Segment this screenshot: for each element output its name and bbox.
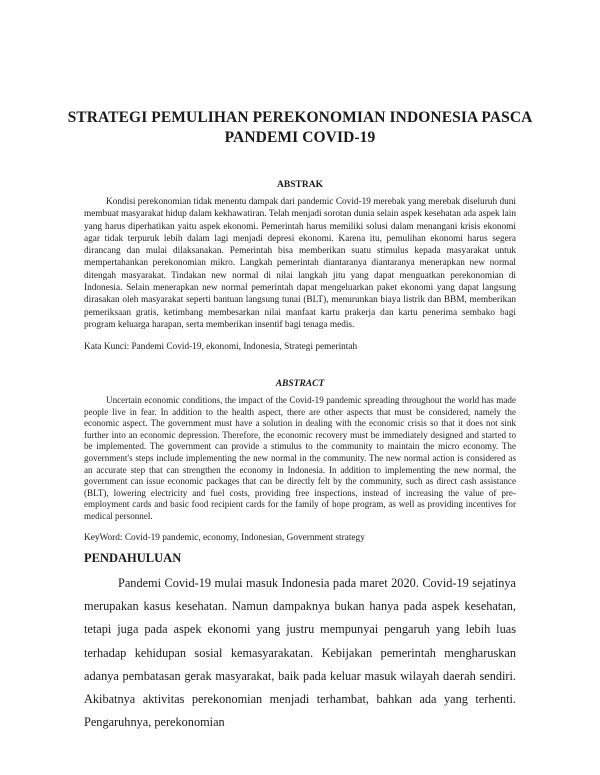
abstract-keywords: KeyWord: Covid-19 pandemic, economy, Indonesian, Government strategy — [84, 533, 365, 543]
abstrak-heading: ABSTRAK — [277, 180, 323, 190]
abstrak-text: Kondisi perekonomian tidak menentu dampak dari pandemic Covid-19 merebak yang merebak diseluruh duni membuat masyarakat hidup dalam kekhawatiran. Telah menjadi sorotan dunia selain aspek kesehatan ada aspek lain yang harus diperhatikan yaitu aspek ekonomi. Pemerintah harus memiliki solusi dalam menangani krisis ekonomi agar tidak terpuruk lebih dalam lagi menjadi depresi ekonomi. Karena itu, pemulihan ekonomi harus segera dirancang dan mulai dilaksanakan. Pemerintah bisa memberikan suatu stimulus kepada masyarakat untuk mempertahankan perekonomian mikro. Langkah pemerintah diantaranya diantaranya menerapkan new normal ditengah masyarakat. Tindakan new normal di nilai langkah jitu yang dapat menguatkan perekonomian di Indonesia. Selain menerapkan new normal pemerintah dapat mengeluarkan paket ekonomi yang dapat langsung dirasakan oleh masyarakat seperti bantuan langsung tunai (BLT), menurunkan biaya listrik dan BBM, memberikan pemeriksaan gratis, ketimbang membesarkan nilai manfaat kartu prakerja dan kartu penerima sembako bagi program keluarga harapan, serta memberikan insentif bagi tenaga medis. — [84, 197, 516, 330]
abstrak-keywords: Kata Kunci: Pandemi Covid-19, ekonomi, Indonesia, Strategi pemerintah — [84, 342, 358, 352]
pendahuluan-text: Pandemi Covid-19 mulai masuk Indonesia pada maret 2020. Covid-19 sejatinya merupakan kasus kesehatan. Namun dampaknya bukan hanya pada aspek kesehatan, tetapi juga pada aspek ekonomi yang justru mempunyai pengaruh yang lebih luas terhadap kehidupan sosial kemasyarakatan. Kebijakan pemerintah mengharuskan adanya pembatasan gerak masyarakat, baik pada keluar masuk wilayah daerah sendiri. Akibatnya aktivitas perekonomian menjadi terhambat, bahkan ada yang terhenti. Pengaruhnya, perekonomian — [84, 576, 516, 730]
abstract-text: Uncertain economic conditions, the impact of the Covid-19 pandemic spreading throughout the world has made people live in fear. In addition to the health aspect, there are other aspects that must be considered, namely the economic aspect. The government must have a solution in dealing with the economic crisis so that it does not sink further into an economic depression. Therefore, the economic recovery must be immediately designed and started to be implemented. The government can provide a stimulus to the community to maintain the micro economy. The government's steps include implementing the new normal in the community. The new normal action is considered as an accurate step that can strengthen the economy in Indonesia. In addition to implementing the new normal, the government can issue economic packages that can be directly felt by the community, such as direct cash assistance (BLT), lowering electricity and fuel costs, providing free inspections, instead of increasing the value of pre-employment cards and basic food recipient cards for the family of hope program, as well as providing incentives for medical personnel. — [84, 395, 516, 521]
paper-title: STRATEGI PEMULIHAN PEREKONOMIAN INDONESIA PASCA PANDEMI COVID-19 — [67, 109, 533, 146]
abstract-heading: ABSTRACT — [275, 379, 325, 389]
pendahuluan-heading: PENDAHULUAN — [84, 551, 182, 565]
